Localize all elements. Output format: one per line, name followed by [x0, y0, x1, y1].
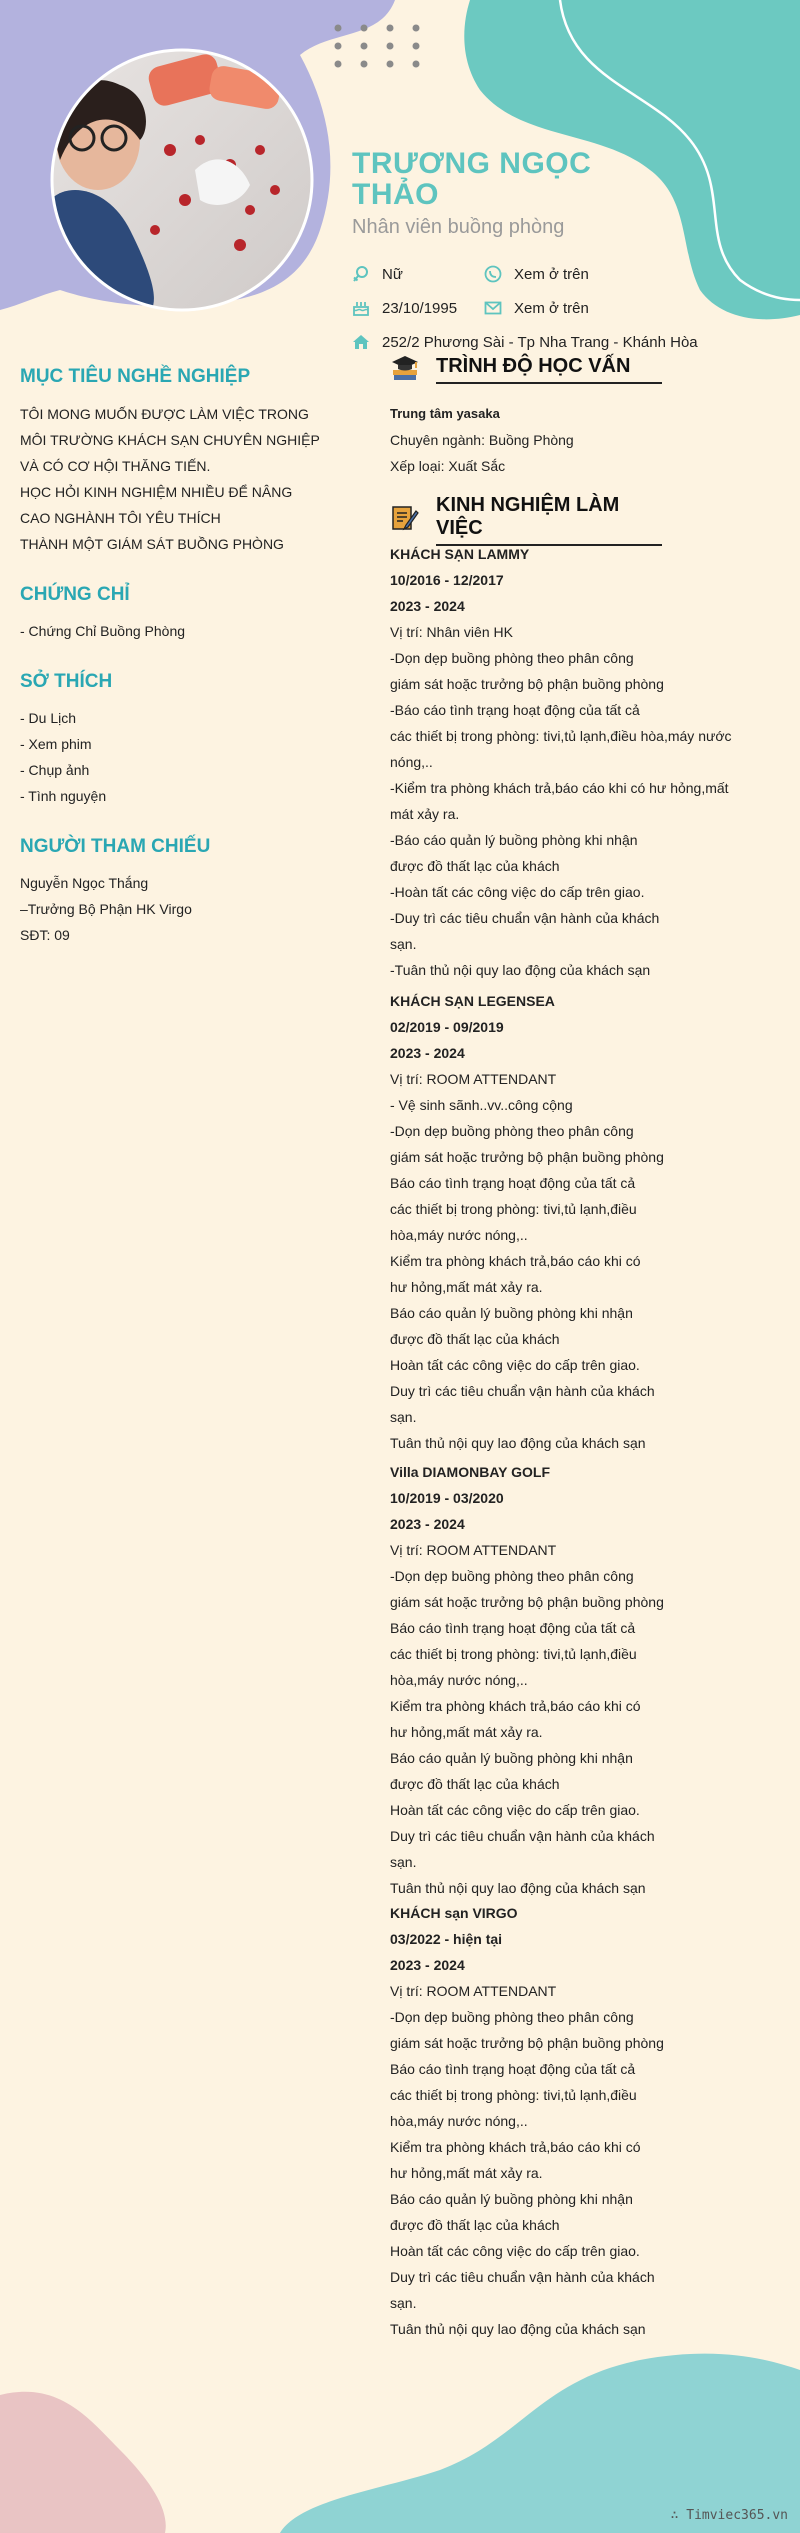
job-line: được đồ thất lạc của khách	[390, 858, 560, 874]
reference-line: Nguyễn Ngọc Thắng	[20, 875, 149, 891]
job-line: Báo cáo quản lý buồng phòng khi nhận	[390, 1750, 633, 1766]
experience-job	[390, 988, 770, 1456]
job-company: KHÁCH sạn VIRGO	[390, 1905, 518, 1921]
job-line: -Duy trì các tiêu chuẩn vận hành của khách	[390, 910, 660, 926]
contact-phone	[484, 265, 589, 283]
job-line: Hoàn tất các công việc do cấp trên giao.	[390, 1357, 640, 1373]
education-block	[390, 401, 770, 479]
objective-line: VÀ CÓ CƠ HỘI THĂNG TIẾN.	[20, 458, 211, 474]
job-line: sạn.	[390, 936, 417, 952]
phone-value: Xem ở trên	[514, 265, 589, 283]
job-company: KHÁCH SẠN LAMMY	[390, 546, 530, 562]
birthday-value: 23/10/1995	[382, 299, 458, 317]
hobbies-list	[20, 705, 320, 809]
job-line: -Dọn dẹp buồng phòng theo phân công	[390, 1568, 634, 1584]
objective-line: MÔI TRƯỜNG KHÁCH SẠN CHUYÊN NGHIỆP	[20, 432, 320, 448]
certificates-title: CHỨNG CHỈ	[20, 584, 130, 605]
envelope-icon	[484, 299, 502, 317]
job-line: Tuân thủ nội quy lao động của khách sạn	[390, 1880, 646, 1896]
job-line: - Vệ sinh sãnh..vv..công cộng	[390, 1097, 573, 1113]
job-line: sạn.	[390, 1409, 417, 1425]
hobby-item: - Chụp ảnh	[20, 762, 90, 778]
job-line: -Kiểm tra phòng khách trả,báo cáo khi có hư hỏng,mất	[390, 780, 729, 796]
job-year: 2023 - 2024	[390, 598, 465, 614]
job-line: -Dọn dẹp buồng phòng theo phân công	[390, 1123, 634, 1139]
education-title: TRÌNH ĐỘ HỌC VẤN	[436, 355, 662, 384]
experience-job	[390, 1900, 770, 2342]
job-line: được đồ thất lạc của khách	[390, 2217, 560, 2233]
hobby-item: - Tình nguyện	[20, 788, 107, 804]
job-line: hư hỏng,mất mát xảy ra.	[390, 1724, 543, 1740]
job-line: các thiết bị trong phòng: tivi,tủ lạnh,điều	[390, 2087, 637, 2103]
job-line: Vị trí: Nhân viên HK	[390, 624, 513, 640]
job-line: giám sát hoặc trưởng bộ phận buồng phòng	[390, 1594, 664, 1610]
job-line: -Tuân thủ nội quy lao động của khách sạn	[390, 962, 651, 978]
certificate-item: - Chứng Chỉ Buồng Phòng	[20, 623, 186, 639]
contact-email	[484, 299, 589, 317]
job-line: các thiết bị trong phòng: tivi,tủ lạnh,điều	[390, 1646, 637, 1662]
pink-blob	[0, 2392, 166, 2533]
certificates-list	[20, 618, 320, 644]
job-line: giám sát hoặc trưởng bộ phận buồng phòng	[390, 1149, 664, 1165]
job-line: hư hỏng,mất mát xảy ra.	[390, 2165, 543, 2181]
job-line: hư hỏng,mất mát xảy ra.	[390, 1279, 543, 1295]
email-value: Xem ở trên	[514, 299, 589, 317]
job-line: Báo cáo quản lý buồng phòng khi nhận	[390, 1305, 633, 1321]
contact-address	[352, 333, 698, 351]
job-year: 2023 - 2024	[390, 1957, 465, 1973]
job-line: giám sát hoặc trưởng bộ phận buồng phòng	[390, 2035, 664, 2051]
job-line: Vị trí: ROOM ATTENDANT	[390, 1542, 557, 1558]
briefcase-pen-icon	[390, 503, 420, 538]
hobby-item: - Du Lịch	[20, 710, 77, 726]
objective-line: TÔI MONG MUỐN ĐƯỢC LÀM VIỆC TRONG	[20, 406, 309, 422]
job-line: Duy trì các tiêu chuẩn vận hành của khách	[390, 1383, 655, 1399]
gender-value: Nữ	[382, 265, 403, 283]
experience-section-header	[390, 494, 662, 546]
job-line: -Báo cáo quản lý buồng phòng khi nhận	[390, 832, 638, 848]
job-line: Kiểm tra phòng khách trả,báo cáo khi có	[390, 1253, 641, 1269]
job-line: Kiểm tra phòng khách trả,báo cáo khi có	[390, 2139, 641, 2155]
job-line: được đồ thất lạc của khách	[390, 1331, 560, 1347]
job-line: được đồ thất lạc của khách	[390, 1776, 560, 1792]
job-year: 2023 - 2024	[390, 1045, 465, 1061]
experience-job	[390, 541, 770, 983]
job-line: Báo cáo tình trạng hoạt động của tất cả	[390, 1175, 636, 1191]
job-line: hòa,máy nước nóng,..	[390, 1227, 528, 1243]
birthday-cake-icon	[352, 299, 370, 317]
job-line: các thiết bị trong phòng: tivi,tủ lạnh,điều hòa,máy nước	[390, 728, 732, 744]
job-line: Báo cáo tình trạng hoạt động của tất cả	[390, 1620, 636, 1636]
graduation-books-icon	[390, 352, 420, 387]
teal-bottom-blob	[280, 2354, 800, 2533]
job-line: các thiết bị trong phòng: tivi,tủ lạnh,điều	[390, 1201, 637, 1217]
job-title: Nhân viên buồng phòng	[352, 216, 565, 238]
contact-birthday	[352, 299, 457, 317]
experience-title: KINH NGHIỆM LÀM VIỆC	[436, 494, 662, 546]
objective-line: CAO NGHÀNH TÔI YÊU THÍCH	[20, 510, 221, 526]
job-line: -Báo cáo tình trạng hoạt động của tất cả	[390, 702, 640, 718]
reference-line: SĐT: 09	[20, 927, 70, 943]
job-period: 10/2019 - 03/2020	[390, 1490, 504, 1506]
phone-icon	[484, 265, 502, 283]
education-major: Chuyên ngành: Buồng Phòng	[390, 432, 574, 448]
footer-brand[interactable]	[671, 2508, 788, 2523]
hobby-item: - Xem phim	[20, 736, 92, 752]
job-line: Vị trí: ROOM ATTENDANT	[390, 1071, 557, 1087]
education-grade: Xếp loại: Xuất Sắc	[390, 458, 506, 474]
job-company: Villa DIAMONBAY GOLF	[390, 1464, 550, 1480]
job-line: sạn.	[390, 1854, 417, 1870]
job-line: Hoàn tất các công việc do cấp trên giao.	[390, 2243, 640, 2259]
job-line: nóng,..	[390, 754, 433, 770]
experience-job	[390, 1459, 770, 1901]
job-line: Duy trì các tiêu chuẩn vận hành của khách	[390, 2269, 655, 2285]
references-text	[20, 870, 320, 948]
job-company: KHÁCH SẠN LEGENSEA	[390, 993, 555, 1009]
job-line: giám sát hoặc trưởng bộ phận buồng phòng	[390, 676, 664, 692]
job-line: Báo cáo quản lý buồng phòng khi nhận	[390, 2191, 633, 2207]
job-line: -Dọn dẹp buồng phòng theo phân công	[390, 2009, 634, 2025]
job-line: Tuân thủ nội quy lao động của khách sạn	[390, 1435, 646, 1451]
brand-text: Timviec365.vn	[686, 2508, 788, 2523]
job-line: Kiểm tra phòng khách trả,báo cáo khi có	[390, 1698, 641, 1714]
reference-line: –Trưởng Bộ Phận HK Virgo	[20, 901, 192, 917]
candidate-name: TRƯƠNG NGỌC THẢO	[352, 147, 592, 211]
education-section-header	[390, 352, 662, 387]
objective-line: THÀNH MỘT GIÁM SÁT BUỒNG PHÒNG	[20, 536, 284, 552]
references-title: NGƯỜI THAM CHIẾU	[20, 836, 211, 857]
job-line: sạn.	[390, 2295, 417, 2311]
job-line: mát xảy ra.	[390, 806, 460, 822]
address-value: 252/2 Phương Sài - Tp Nha Trang - Khánh Hòa	[382, 333, 698, 351]
job-line: Tuân thủ nội quy lao động của khách sạn	[390, 2321, 646, 2337]
job-line: -Hoàn tất các công việc do cấp trên giao.	[390, 884, 645, 900]
job-year: 2023 - 2024	[390, 1516, 465, 1532]
brand-logo-icon: ∴	[670, 2508, 679, 2523]
job-line: Duy trì các tiêu chuẩn vận hành của khách	[390, 1828, 655, 1844]
gender-icon	[352, 265, 370, 283]
job-line: Báo cáo tình trạng hoạt động của tất cả	[390, 2061, 636, 2077]
job-line: hòa,máy nước nóng,..	[390, 2113, 528, 2129]
job-period: 10/2016 - 12/2017	[390, 572, 504, 588]
objective-text	[20, 401, 320, 557]
job-period: 02/2019 - 09/2019	[390, 1019, 504, 1035]
home-icon	[352, 333, 370, 351]
job-line: hòa,máy nước nóng,..	[390, 1672, 528, 1688]
job-period: 03/2022 - hiện tại	[390, 1931, 503, 1947]
job-line: Hoàn tất các công việc do cấp trên giao.	[390, 1802, 640, 1818]
education-school: Trung tâm yasaka	[390, 406, 500, 421]
job-line: -Dọn dẹp buồng phòng theo phân công	[390, 650, 634, 666]
objective-line: HỌC HỎI KINH NGHIỆM NHIỀU ĐỂ NÂNG	[20, 484, 293, 500]
job-line: Vị trí: ROOM ATTENDANT	[390, 1983, 557, 1999]
contact-gender	[352, 265, 403, 283]
hobbies-title: SỞ THÍCH	[20, 671, 113, 692]
objective-title: MỤC TIÊU NGHỀ NGHIỆP	[20, 366, 251, 387]
